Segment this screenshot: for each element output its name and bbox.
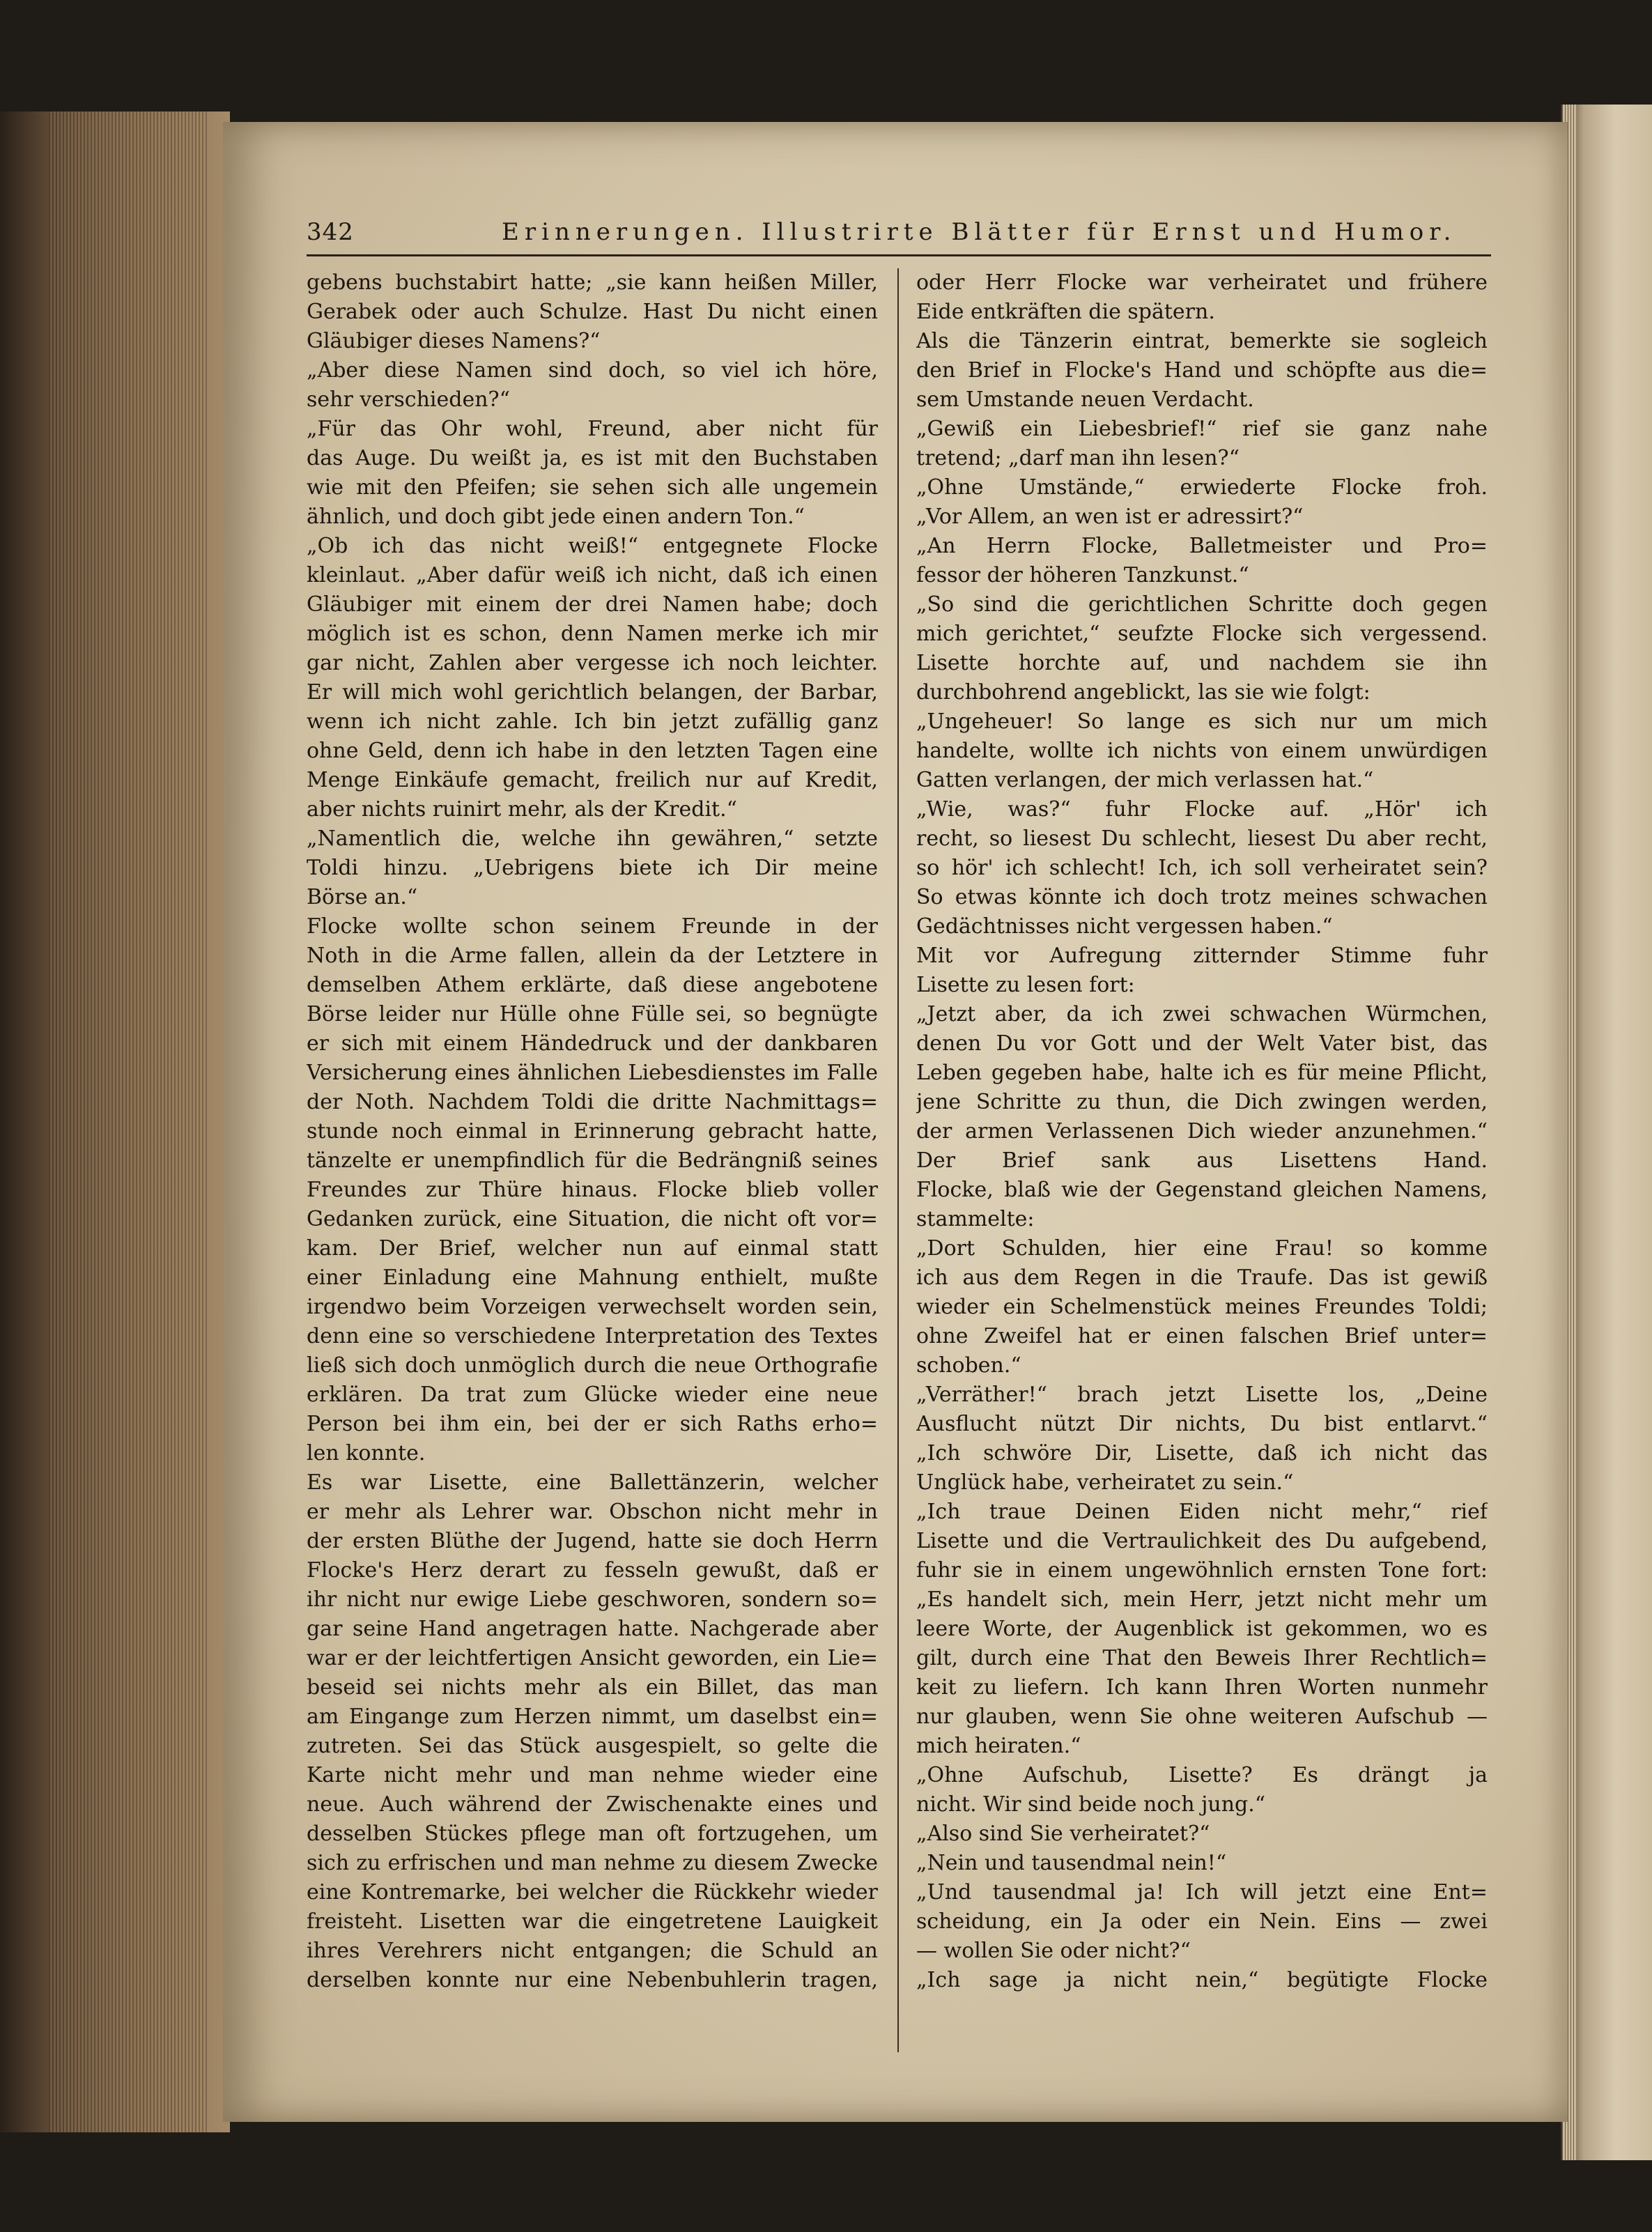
- text-line: scheidung, ein Ja oder ein Nein. Eins — zwei: [916, 1909, 1488, 1934]
- text-line: Versicherung eines ähnlichen Liebesdienstes im Falle: [307, 1061, 878, 1085]
- text-line: sem Umstande neuen Verdacht.: [916, 387, 1254, 412]
- text-line: „Für das Ohr wohl, Freund, aber nicht für: [307, 417, 878, 441]
- text-line: tänzelte er unempfindlich für die Bedrängniß seines: [307, 1148, 878, 1173]
- running-title: Erinnerungen. Illustrirte Blätter für Ernst und Humor.: [502, 218, 1457, 246]
- text-line: recht, so liesest Du schlecht, liesest Du aber recht,: [916, 826, 1488, 851]
- text-line: sehr verschieden?“: [307, 387, 510, 412]
- text-line: „Und tausendmal ja! Ich will jetzt eine Ent=: [916, 1880, 1488, 1904]
- text-line: handelte, wollte ich nichts von einem unwürdigen: [916, 739, 1488, 763]
- text-line: „Es handelt sich, mein Herr, jetzt nicht mehr um: [916, 1587, 1488, 1612]
- text-line: Gedächtnisses nicht vergessen haben.“: [916, 914, 1333, 939]
- text-line: Es war Lisette, eine Ballettänzerin, welcher: [307, 1470, 878, 1495]
- text-line: „Ich schwöre Dir, Lisette, daß ich nicht das: [916, 1441, 1488, 1465]
- text-line: demselben Athem erklärte, daß diese angebotene: [307, 973, 878, 997]
- text-line: Gläubiger mit einem der drei Namen habe; doch: [307, 592, 878, 617]
- text-line: Lisette zu lesen fort:: [916, 973, 1135, 997]
- text-line: derselben konnte nur eine Nebenbuhlerin tragen,: [307, 1968, 878, 1992]
- text-line: tretend; „darf man ihn lesen?“: [916, 446, 1240, 470]
- text-line: stunde noch einmal in Erinnerung gebracht hatte,: [307, 1119, 878, 1144]
- text-line: freisteht. Lisetten war die eingetretene Lauigkeit: [307, 1909, 878, 1934]
- text-line: „Gewiß ein Liebesbrief!“ rief sie ganz nahe: [916, 417, 1488, 441]
- text-line: so hör' ich schlecht! Ich, ich soll verheiratet sein?: [916, 856, 1488, 880]
- text-line: kam. Der Brief, welcher nun auf einmal statt: [307, 1236, 878, 1261]
- text-line: nicht. Wir sind beide noch jung.“: [916, 1792, 1266, 1817]
- text-line: „Ich sage ja nicht nein,“ begütigte Flocke: [916, 1968, 1488, 1992]
- text-line: denen Du vor Gott und der Welt Vater bist, das: [916, 1031, 1488, 1056]
- column-divider: [897, 268, 899, 2052]
- text-line: Eide entkräften die spätern.: [916, 300, 1215, 324]
- text-line: Ausflucht nützt Dir nichts, Du bist entlarvt.“: [916, 1412, 1488, 1436]
- running-header: [307, 206, 1491, 256]
- text-line: Er will mich wohl gerichtlich belangen, der Barbar,: [307, 680, 878, 705]
- text-line: „Wie, was?“ fuhr Flocke auf. „Hör' ich: [916, 797, 1488, 822]
- text-line: er mehr als Lehrer war. Obschon nicht mehr in: [307, 1500, 878, 1524]
- text-line: Noth in die Arme fallen, allein da der Letztere in: [307, 944, 878, 968]
- text-line: „Verräther!“ brach jetzt Lisette los, „Deine: [916, 1383, 1488, 1407]
- text-line: „Vor Allem, an wen ist er adressirt?“: [916, 505, 1304, 529]
- text-line: Person bei ihm ein, bei der er sich Raths erho=: [307, 1412, 878, 1436]
- text-line: „Aber diese Namen sind doch, so viel ich höre,: [307, 358, 878, 383]
- text-line: durchbohrend angeblickt, las sie wie folgt:: [916, 680, 1371, 705]
- text-line: keit zu liefern. Ich kann Ihren Worten nunmehr: [916, 1675, 1488, 1700]
- text-line: „Namentlich die, welche ihn gewähren,“ setzte: [307, 826, 878, 851]
- text-line: ähnlich, und doch gibt jede einen andern Ton.“: [307, 505, 805, 529]
- text-line: Flocke, blaß wie der Gegenstand gleichen Namens,: [916, 1178, 1488, 1202]
- text-line: neue. Auch während der Zwischenakte eines und: [307, 1792, 878, 1817]
- text-line: Lisette und die Vertraulichkeit des Du aufgebend,: [916, 1529, 1488, 1553]
- text-line: wenn ich nicht zahle. Ich bin jetzt zufällig ganz: [307, 709, 878, 734]
- text-line: wie mit den Pfeifen; sie sehen sich alle ungemein: [307, 475, 878, 500]
- text-line: oder Herr Flocke war verheiratet und frühere: [916, 270, 1488, 295]
- text-line: „Nein und tausendmal nein!“: [916, 1851, 1227, 1875]
- text-line: Flocke wollte schon seinem Freunde in der: [307, 914, 878, 939]
- text-line: stammelte:: [916, 1207, 1035, 1231]
- book-right-page-edge: [1561, 105, 1652, 2160]
- text-line: Mit vor Aufregung zitternder Stimme fuhr: [916, 944, 1488, 968]
- text-line: „Ich traue Deinen Eiden nicht mehr,“ rief: [916, 1500, 1488, 1524]
- text-line: beseid sei nichts mehr als ein Billet, das man: [307, 1675, 878, 1700]
- text-line: Gläubiger dieses Namens?“: [307, 329, 601, 353]
- text-line: „Ohne Aufschub, Lisette? Es drängt ja: [916, 1763, 1488, 1787]
- text-line: „So sind die gerichtlichen Schritte doch gegen: [916, 592, 1488, 617]
- text-line: gar nicht, Zahlen aber vergesse ich noch leichter.: [307, 651, 878, 675]
- text-line: Der Brief sank aus Lisettens Hand.: [916, 1148, 1488, 1173]
- text-line: ohne Zweifel hat er einen falschen Brief unter=: [916, 1324, 1488, 1348]
- text-line: „Jetzt aber, da ich zwei schwachen Würmchen,: [916, 1002, 1488, 1026]
- text-line: Als die Tänzerin eintrat, bemerkte sie sogleich: [916, 329, 1488, 353]
- text-line: Leben gegeben habe, halte ich es für meine Pflicht,: [916, 1061, 1488, 1085]
- text-line: Karte nicht mehr und man nehme wieder eine: [307, 1763, 878, 1787]
- text-line: zutreten. Sei das Stück ausgespielt, so gelte die: [307, 1734, 878, 1758]
- text-line: So etwas könnte ich doch trotz meines schwachen: [916, 885, 1488, 909]
- text-line: Gedanken zurück, eine Situation, die nicht oft vor=: [307, 1207, 878, 1231]
- text-line: Menge Einkäufe gemacht, freilich nur auf Kredit,: [307, 768, 878, 792]
- text-line: das Auge. Du weißt ja, es ist mit den Buchstaben: [307, 446, 878, 470]
- text-line: ließ sich doch unmöglich durch die neue Orthografie: [307, 1353, 878, 1378]
- text-line: der armen Verlassenen Dich wieder anzunehmen.“: [916, 1119, 1488, 1144]
- text-line: gar seine Hand angetragen hatte. Nachgerade aber: [307, 1617, 878, 1641]
- text-line: desselben Stückes pflege man oft fortzugehen, um: [307, 1822, 878, 1846]
- text-line: der Noth. Nachdem Toldi die dritte Nachmittags=: [307, 1090, 878, 1114]
- text-line: fessor der höheren Tanzkunst.“: [916, 563, 1249, 587]
- text-line: len konnte.: [307, 1441, 426, 1465]
- page-fore-edge: [49, 111, 209, 2132]
- text-line: eine Kontremarke, bei welcher die Rückkehr wieder: [307, 1880, 878, 1904]
- text-line: Unglück habe, verheiratet zu sein.“: [916, 1470, 1294, 1495]
- text-line: jene Schritte zu thun, die Dich zwingen werden,: [916, 1090, 1488, 1114]
- book-left-page-edges: [0, 111, 230, 2132]
- book-page: [223, 122, 1568, 2122]
- text-line: ihres Verehrers nicht entgangen; die Schuld an: [307, 1939, 878, 1963]
- text-line: Flocke's Herz derart zu fesseln gewußt, daß er: [307, 1558, 878, 1583]
- text-line: „An Herrn Flocke, Balletmeister und Pro=: [916, 534, 1488, 558]
- text-line: Börse an.“: [307, 885, 418, 909]
- text-line: wieder ein Schelmenstück meines Freundes Toldi;: [916, 1295, 1488, 1319]
- text-line: möglich ist es schon, denn Namen merke ich mir: [307, 622, 878, 646]
- text-line: „Dort Schulden, hier eine Frau! so komme: [916, 1236, 1488, 1261]
- text-line: Börse leider nur Hülle ohne Fülle sei, so begnügte: [307, 1002, 878, 1026]
- text-line: Lisette horchte auf, und nachdem sie ihn: [916, 651, 1488, 675]
- text-line: Toldi hinzu. „Uebrigens biete ich Dir meine: [307, 856, 878, 880]
- text-line: „Ohne Umstände,“ erwiederte Flocke froh.: [916, 475, 1488, 500]
- text-line: aber nichts ruinirt mehr, als der Kredit.“: [307, 797, 737, 822]
- text-line: ich aus dem Regen in die Traufe. Das ist gewiß: [916, 1265, 1488, 1290]
- text-line: war er der leichtfertigen Ansicht geworden, ein Lie=: [307, 1646, 878, 1670]
- text-line: ihr nicht nur ewige Liebe geschworen, sondern so=: [307, 1587, 878, 1612]
- text-column-right: [916, 268, 1488, 2080]
- text-line: gilt, durch eine That den Beweis Ihrer Rechtlich=: [916, 1646, 1488, 1670]
- text-line: gebens buchstabirt hatte; „sie kann heißen Miller,: [307, 270, 878, 295]
- text-line: irgendwo beim Vorzeigen verwechselt worden sein,: [307, 1295, 878, 1319]
- text-line: „Ob ich das nicht weiß!“ entgegnete Flocke: [307, 534, 878, 558]
- text-line: am Eingange zum Herzen nimmt, um daselbst ein=: [307, 1704, 878, 1729]
- text-line: erklären. Da trat zum Glücke wieder eine neue: [307, 1383, 878, 1407]
- text-line: schoben.“: [916, 1353, 1021, 1378]
- text-line: fuhr sie in einem ungewöhnlich ernsten Tone fort:: [916, 1558, 1488, 1583]
- text-line: mich gerichtet,“ seufzte Flocke sich vergessend.: [916, 622, 1488, 646]
- text-line: „Also sind Sie verheiratet?“: [916, 1822, 1210, 1846]
- text-line: nur glauben, wenn Sie ohne weiteren Aufschub —: [916, 1704, 1488, 1729]
- text-line: — wollen Sie oder nicht?“: [916, 1939, 1191, 1963]
- text-line: leere Worte, der Augenblick ist gekommen, wo es: [916, 1617, 1488, 1641]
- text-line: Freundes zur Thüre hinaus. Flocke blieb voller: [307, 1178, 878, 1202]
- text-line: mich heiraten.“: [916, 1734, 1081, 1758]
- text-line: einer Einladung eine Mahnung enthielt, mußte: [307, 1265, 878, 1290]
- text-line: ohne Geld, denn ich habe in den letzten Tagen eine: [307, 739, 878, 763]
- text-column-left: [307, 268, 878, 2080]
- text-line: sich zu erfrischen und man nehme zu diesem Zwecke: [307, 1851, 878, 1875]
- text-line: denn eine so verschiedene Interpretation des Textes: [307, 1324, 878, 1348]
- page-content: [307, 206, 1491, 2087]
- text-line: kleinlaut. „Aber dafür weiß ich nicht, daß ich einen: [307, 563, 878, 587]
- text-line: der ersten Blüthe der Jugend, hatte sie doch Herrn: [307, 1529, 878, 1553]
- text-line: Gatten verlangen, der mich verlassen hat.“: [916, 768, 1374, 792]
- text-line: Gerabek oder auch Schulze. Hast Du nicht einen: [307, 300, 878, 324]
- page-number: 342: [307, 218, 354, 246]
- text-line: den Brief in Flocke's Hand und schöpfte aus die=: [916, 358, 1488, 383]
- text-line: „Ungeheuer! So lange es sich nur um mich: [916, 709, 1488, 734]
- text-line: er sich mit einem Händedruck und der dankbaren: [307, 1031, 878, 1056]
